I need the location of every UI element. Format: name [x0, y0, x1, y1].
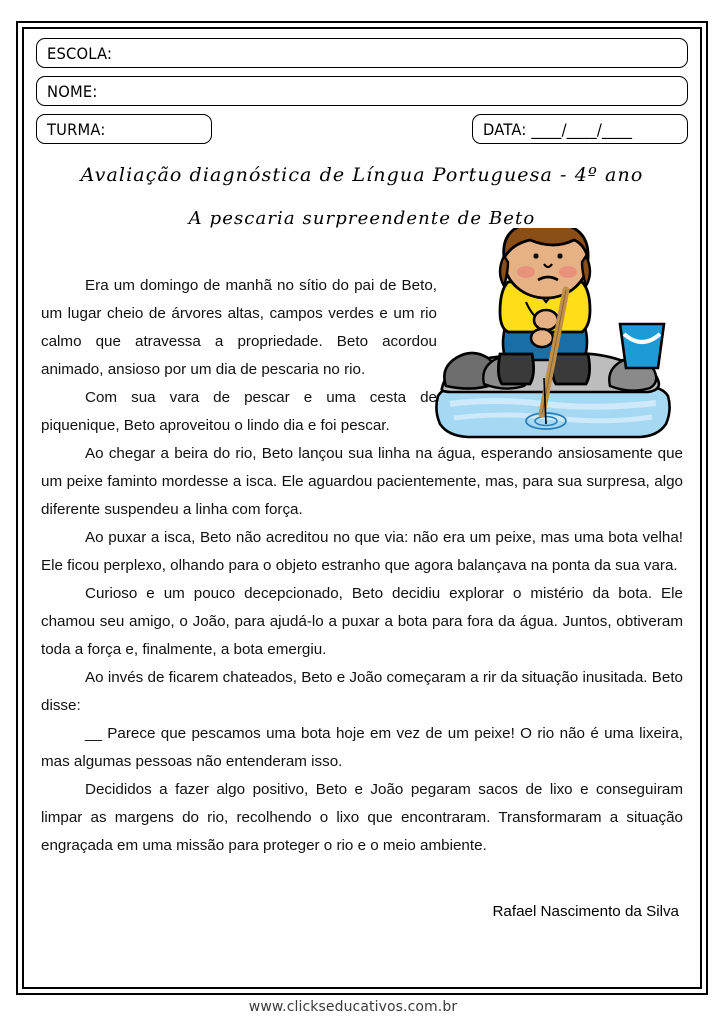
story-text — [41, 272, 683, 926]
data-field[interactable] — [472, 114, 688, 144]
website-url: www.clickseducativos.com.br — [248, 999, 458, 1015]
title-block — [36, 164, 688, 229]
nome-label: NOME: — [47, 81, 98, 101]
student-identification-header — [36, 38, 688, 144]
boy-eye-left — [533, 253, 538, 258]
escola-field[interactable] — [36, 38, 688, 68]
boy-eye-right — [557, 253, 562, 258]
paragraph: Com sua vara de pescar e uma cesta de piquenique, Beto aproveitou o lindo dia e foi pescar. — [41, 389, 437, 434]
turma-field[interactable] — [36, 114, 212, 144]
paragraph: __ Parece que pescamos uma bota hoje em vez de um peixe! O rio não é uma lixeira, mas algumas pessoas não entenderam isso. — [41, 725, 683, 770]
author-credit: Rafael Nascimento da Silva — [492, 903, 679, 920]
escola-label: ESCOLA: — [47, 43, 113, 63]
paragraph: Ao invés de ficarem chateados, Beto e João começaram a rir da situação inusitada. Beto disse: — [41, 669, 683, 714]
paragraph: Decididos a fazer algo positivo, Beto e João pegaram sacos de lixo e conseguiram limpar as margens do rio, recolhendo o lixo que encontraram. Transformaram a situação engraçada em uma missão para proteger o rio e o meio ambiente. — [41, 781, 683, 854]
page-title: Avaliação diagnóstica de Língua Portuguesa - 4º ano — [80, 164, 644, 186]
paragraph: Era um domingo de manhã no sítio do pai de Beto, um lugar cheio de árvores altas, campos verdes e um rio calmo que atravessa a propriedade. Beto acordou animado, ansioso por um dia de pescaria no rio. — [41, 277, 437, 378]
page-subtitle: A pescaria surpreendente de Beto — [188, 208, 536, 229]
nome-field[interactable] — [36, 76, 688, 106]
paragraph: Ao chegar a beira do rio, Beto lançou sua linha na água, esperando ansiosamente que um peixe faminto mordesse a isca. Ele aguardou pacientemente, mas, para sua surpresa, algo diferente suspendeu a linha com força. — [41, 445, 683, 518]
footer — [0, 998, 724, 1016]
turma-label: TURMA: — [47, 119, 106, 139]
paragraph: Ao puxar a isca, Beto não acreditou no que via: não era um peixe, mas uma bota velha! Ele ficou perplexo, olhando para o objeto estranho que agora balançava na ponta da sua vara. — [41, 529, 683, 574]
data-label: DATA: ____/____/____ — [483, 119, 633, 139]
turma-data-row — [36, 114, 688, 144]
paragraph: Curioso e um pouco decepcionado, Beto decidiu explorar o mistério da bota. Ele chamou seu amigo, o João, para ajudá-lo a puxar a bota para fora da água. Juntos, obtiveram toda a força e, finalmente, a bota emergiu. — [41, 585, 683, 658]
